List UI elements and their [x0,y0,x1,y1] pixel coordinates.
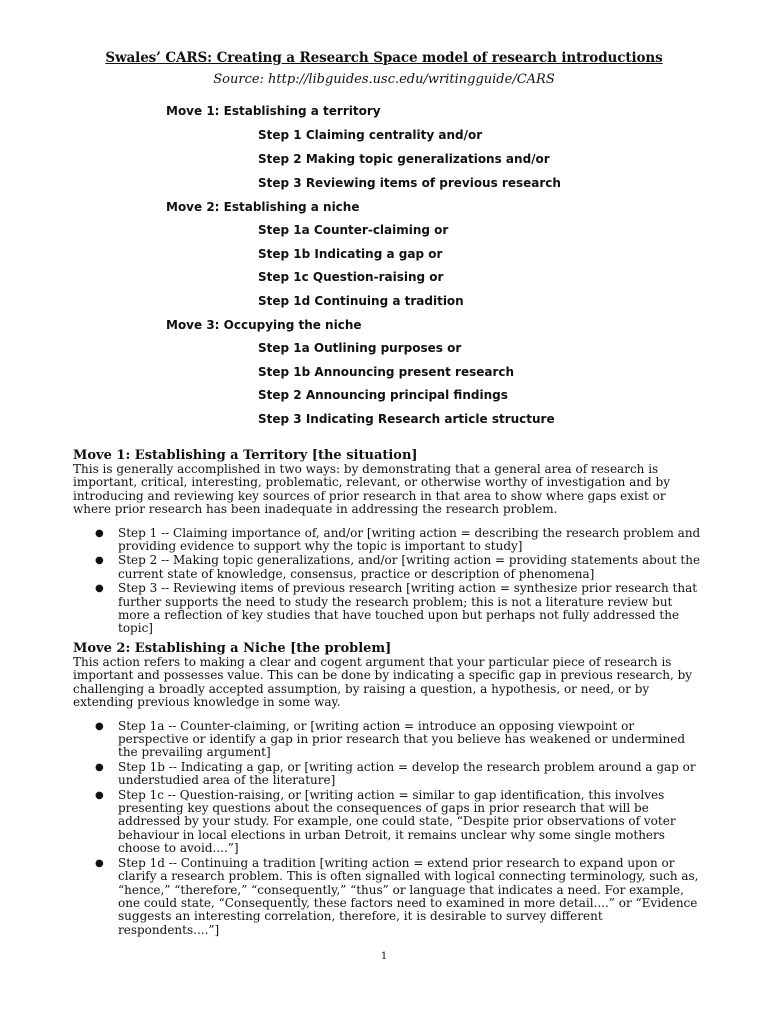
bullet-item [73,857,703,937]
bullet-item [73,527,703,554]
outline-step: Step 1d Continuing a tradition [258,294,464,308]
outline-step: Step 1b Indicating a gap or [258,247,443,261]
bullet-text: Step 3 -- Reviewing items of previous research [writing action = synthesize prior research that further supports the need to study the research problem; this is not a literature review but more a reflection of key studies that have touched upon but perhaps not fully addressed the topic] [118,581,698,636]
bullet-icon: ● [95,583,104,595]
bullet-text: Step 2 -- Making topic generalizations, and/or [writing action = providing statements about the current state of knowledge, consensus, practice or description of phenomena] [118,553,701,581]
document-title: Swales’ CARS: Creating a Research Space model of research introductions [105,50,663,66]
bullet-icon: ● [95,789,104,801]
bullet-item [73,789,703,856]
bullet-item [73,761,703,788]
bullet-item [73,582,703,636]
section-paragraph: This action refers to making a clear and cogent argument that your particular piece of research is important and possesses value. This can be done by indicating a specific gap in previous research, by challenging a broadly accepted assumption, by raising a question, a hypothesis, or need, or by extending previous knowledge in some way. [73,655,693,710]
section-move-1 [73,448,703,637]
bullet-text: Step 1a -- Counter-claiming, or [writing action = introduce an opposing viewpoint or perspective or identify a gap in prior research that you believe has weakened or undermined the prevailing argument] [118,718,686,760]
outline-move-2: Move 2: Establishing a niche [166,200,360,214]
outline-step: Step 2 Making topic generalizations and/or [258,152,550,166]
bullet-icon: ● [95,761,104,773]
outline-step: Step 1b Announcing present research [258,365,515,379]
section-move-2 [73,641,703,938]
outline-step: Step 1a Outlining purposes or [258,341,462,355]
section-paragraph: This is generally accomplished in two ways: by demonstrating that a general area of research is important, critical, interesting, problematic, relevant, or otherwise worthy of investigation and by introducing and reviewing key sources of prior research in that area to show where gaps exist or where prior research has been inadequate in addressing the research problem. [73,462,670,517]
bullet-icon: ● [95,720,104,732]
bullet-text: Step 1b -- Indicating a gap, or [writing action = develop the research problem around a gap or understudied area of the literature] [118,759,696,788]
outline-step: Step 1c Question-raising or [258,270,444,284]
outline-step: Step 2 Announcing principal findings [258,388,508,402]
bullet-icon: ● [95,527,104,539]
section-bullet-list [73,720,703,938]
outline-step: Step 1 Claiming centrality and/or [258,128,483,142]
bullet-icon: ● [95,555,104,567]
bullet-text: Step 1c -- Question-raising, or [writing action = similar to gap identification, this involves presenting key questions about the consequences of gaps in prior research that will be addressed by your study. For example, one could state, “Despite prior observations of voter behaviour in local elections in urban Detroit, it remains unclear why some single mothers choose to avoid....”] [118,787,676,856]
document-source: Source: http://libguides.usc.edu/writingguide/CARS [213,72,555,87]
bullet-text: Step 1 -- Claiming importance of, and/or [writing action = describing the research problem and providing evidence to support why the topic is important to study] [118,525,701,554]
outline-step: Step 3 Reviewing items of previous research [258,176,561,190]
section-bullet-list [73,527,703,636]
bullet-item [73,554,703,581]
outline-step: Step 1a Counter-claiming or [258,223,449,237]
section-heading: Move 2: Establishing a Niche [the problem] [73,641,392,656]
bullet-item [73,720,703,760]
bullet-text: Step 1d -- Continuing a tradition [writing action = extend prior research to expand upon or clarify a research problem. This is often signalled with logical connecting terminology, such as, “hence,” “therefore,” “consequently,” “thus” or language that indicates a need. For example, one could state, “Consequently, these factors need to examined in more detail....” or “Evidence suggests an interesting correlation, therefore, it is desirable to survey different respondents....”] [118,855,699,937]
outline-move-1: Move 1: Establishing a territory [166,104,381,118]
outline-step: Step 3 Indicating Research article structure [258,412,555,426]
page-number: 1 [380,951,388,962]
outline-move-3: Move 3: Occupying the niche [166,318,362,332]
section-heading: Move 1: Establishing a Territory [the situation] [73,448,418,463]
bullet-icon: ● [95,857,104,869]
